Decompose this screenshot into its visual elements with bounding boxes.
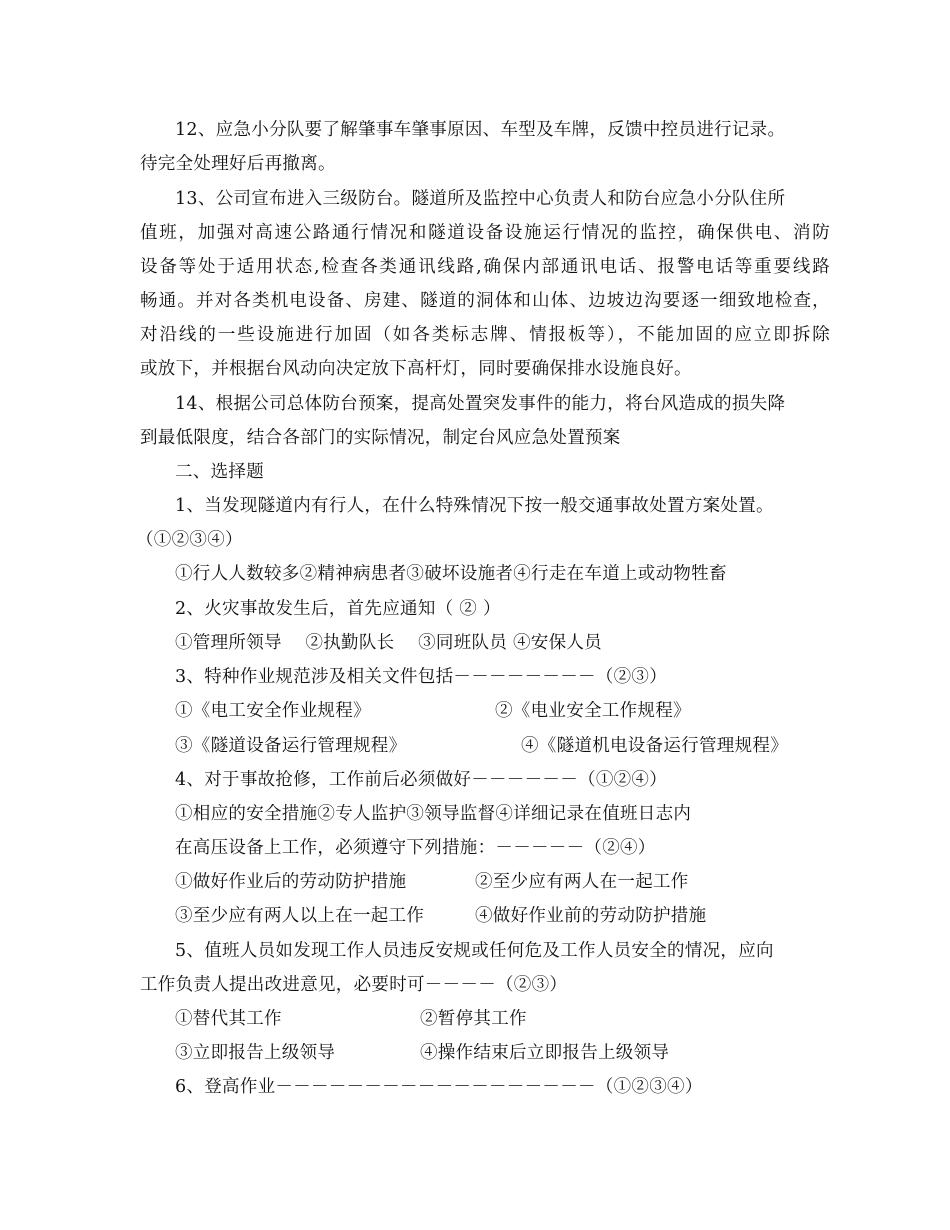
option-text: ②暂停其工作: [420, 1009, 527, 1029]
option-text: ④操作结束后立即报告上级领导: [420, 1043, 670, 1063]
text-line: 对沿线的一些设施进行加固（如各类标志牌、情报板等），不能加固的应立即拆除: [140, 325, 830, 345]
option-text: ①《电工安全作业规程》: [175, 701, 371, 721]
option-text: ④《隧道机电设备运行管理规程》: [521, 736, 788, 756]
question-text: 3、特种作业规范涉及相关文件包括－－－－－－－－（②③）: [175, 667, 668, 687]
text-line: 14、根据公司总体防台预案，提高处置突发事件的能力，将台风造成的损失降: [175, 394, 786, 414]
question-text: 2、火灾事故发生后，首先应通知（ ② ）: [175, 599, 501, 619]
question-text: 工作负责人提出改进意见，必要时可－－－－（②③）: [140, 975, 568, 995]
text-line: 设备等处于适用状态,检查各类通讯线路,确保内部通讯电话、报警电话等重要线路: [140, 257, 830, 277]
option-text: ③至少应有两人以上在一起工作: [175, 906, 425, 926]
option-text: ①做好作业后的劳动防护措施: [175, 872, 407, 892]
options-row: [175, 734, 865, 758]
options-line: ①相应的安全措施②专人监护③领导监督④详细记录在值班日志内: [175, 804, 692, 824]
question-text: 4、对于事故抢修，工作前后必须做好－－－－－－（①②④）: [175, 770, 668, 790]
text-line: 待完全处理好后再撤离。: [140, 154, 336, 174]
options-row: [175, 870, 865, 894]
question-text: 6、登高作业－－－－－－－－－－－－－－－－－－（①②③④）: [175, 1077, 703, 1097]
text-line: 13、公司宣布进入三级防台。隧道所及监控中心负责人和防台应急小分队住所: [175, 189, 786, 209]
text-line: 畅通。并对各类机电设备、房建、隧道的洞体和山体、边坡边沟要逐一细致地检查，: [140, 291, 830, 311]
options-row: [175, 904, 865, 928]
question-text: 5、值班人员如发现工作人员违反安规或任何危及工作人员安全的情况，应向: [175, 941, 774, 961]
option-text: ④做好作业前的劳动防护措施: [475, 906, 707, 926]
question-text: 在高压设备上工作，必须遵守下列措施：－－－－－（②④）: [175, 838, 656, 858]
options-line: ①管理所领导 ②执勤队长 ③同班队员 ④安保人员: [175, 633, 602, 653]
answer-text: （①②③④）: [136, 530, 243, 550]
text-line: 到最低限度，结合各部门的实际情况，制定台风应急处置预案: [140, 428, 621, 448]
option-text: ②《电业安全工作规程》: [495, 701, 691, 721]
options-row: [175, 1041, 865, 1065]
option-text: ②至少应有两人在一起工作: [475, 872, 689, 892]
options-row: [175, 1007, 865, 1031]
section-heading: 二、选择题: [175, 462, 264, 482]
text-line: 12、应急小分队要了解肇事车肇事原因、车型及车牌，反馈中控员进行记录。: [175, 120, 786, 140]
options-row: [175, 699, 865, 723]
option-text: ③立即报告上级领导: [175, 1043, 336, 1063]
question-text: 1、当发现隧道内有行人，在什么特殊情况下按一般交通事故处置方案处置。: [175, 496, 774, 516]
option-text: ①替代其工作: [175, 1009, 282, 1029]
options-line: ①行人人数较多②精神病患者③破坏设施者④行走在车道上或动物牲畜: [175, 564, 727, 584]
text-line: 或放下，并根据台风动向决定放下高杆灯，同时要确保排水设施良好。: [140, 359, 692, 379]
option-text: ③《隧道设备运行管理规程》: [175, 736, 407, 756]
text-line: 值班，加强对高速公路通行情况和隧道设备设施运行情况的监控，确保供电、消防: [140, 223, 830, 243]
